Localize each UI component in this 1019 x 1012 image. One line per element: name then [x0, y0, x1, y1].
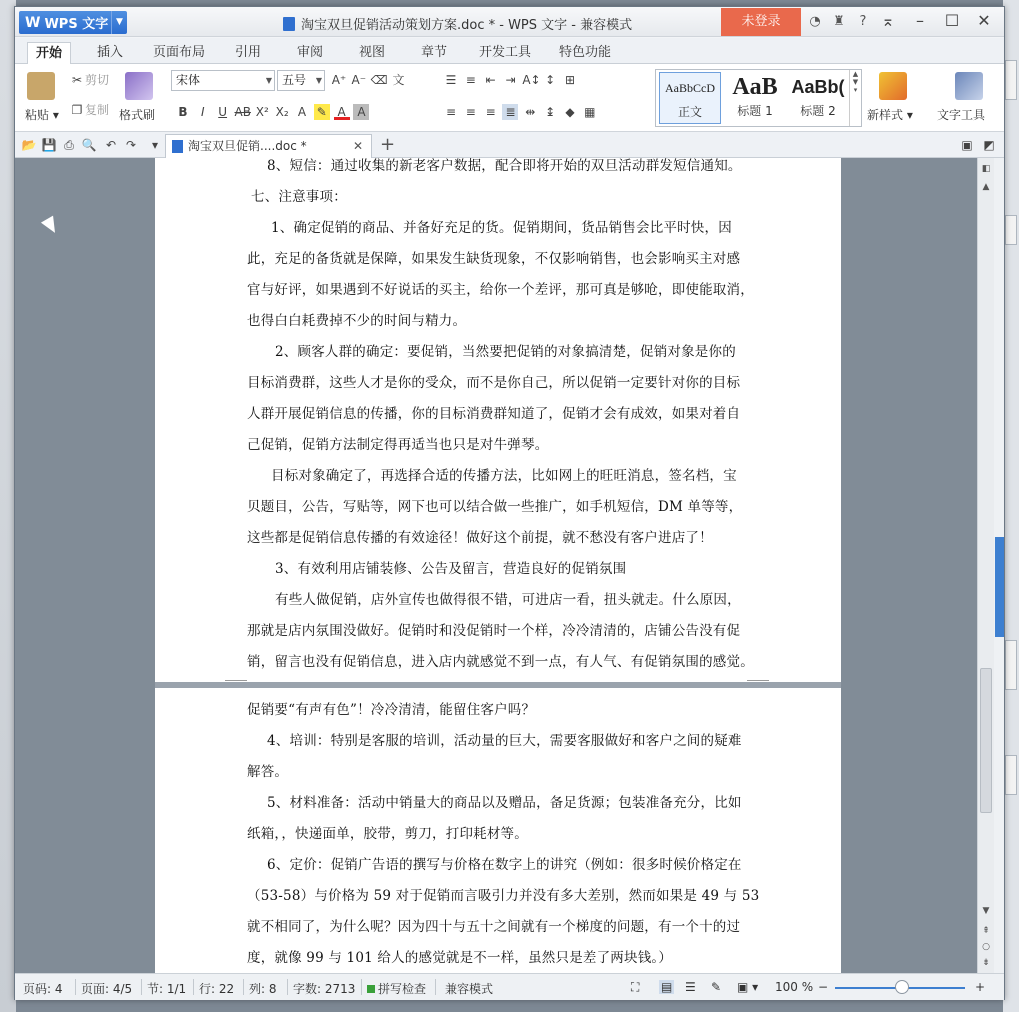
next-page-icon[interactable]: ⇟: [982, 958, 990, 968]
wps-logo-label: WPS 文字: [44, 17, 109, 32]
spell-check-label: 拼写检查: [378, 982, 427, 996]
help-icon[interactable]: ?: [859, 14, 867, 29]
doc-line: 官与好评，如果遇到不好说话的买主，给你一个差评，那可真是够呛，即使能取消，: [247, 282, 754, 298]
doc-line: 目标消费群，这些人才是你的受众，而不是你自己，所以促销一定要针对你的目标: [247, 375, 741, 391]
save-icon[interactable]: 💾: [41, 138, 57, 152]
doc-line: 这些都是促销信息传播的有效途径！做好这个前提，就不愁没有客户进店了！: [247, 530, 713, 546]
window-title-label: 淘宝双旦促销活动策划方案.doc * - WPS 文字 - 兼容模式: [301, 18, 633, 33]
doc-line: 2、顾客人群的确定：要促销，当然要把促销的对象搞清楚，促销对象是你的: [275, 344, 736, 360]
status-compat-mode: 兼容模式: [445, 982, 494, 996]
font-color-icon[interactable]: A: [334, 104, 350, 120]
doc-line: 1、确定促销的商品、并备好充足的货。促销期间，货品销售会比平时快，因: [271, 220, 732, 236]
task-pane-toggle[interactable]: [995, 537, 1004, 637]
style-heading-1-sample: AaB: [732, 74, 778, 100]
cut-label: 剪切: [85, 73, 110, 87]
align-right-icon[interactable]: ≡: [485, 105, 496, 119]
shirt-icon[interactable]: ♜: [833, 14, 845, 29]
doc-line: 那就是店内氛围没做好。促销时和没促销时一个样，冷冷清清的，店铺公告没有促: [247, 623, 741, 639]
prev-page-icon[interactable]: ⇞: [982, 926, 990, 936]
style-normal-label: 正文: [677, 105, 702, 119]
doc-line: 销，留言也没有促销信息，进入店内就感觉不到一点，有人气、有促销氛围的感觉。: [247, 654, 754, 670]
text-effect-icon[interactable]: A: [297, 105, 307, 119]
document-icon: [283, 17, 295, 31]
collapse-ribbon-icon[interactable]: ⌅: [881, 11, 895, 30]
title-bar: [15, 7, 1004, 37]
status-word-count[interactable]: 字数: 2713: [293, 982, 356, 996]
print-icon[interactable]: ⎙: [64, 138, 74, 152]
tab-menu-icon[interactable]: ◩: [983, 138, 995, 152]
document-tab[interactable]: [165, 134, 372, 158]
login-button[interactable]: 未登录: [721, 8, 801, 36]
strikethrough-icon[interactable]: AB: [234, 105, 251, 119]
doc-tab-icon: [172, 140, 183, 153]
shrink-font-icon[interactable]: A⁻: [351, 73, 367, 87]
doc-line: 4、培训：特别是客服的培训，活动量的巨大，需要客服做好和客户之间的疑难: [267, 733, 742, 749]
tab-insert[interactable]: 插入: [96, 45, 123, 60]
window-title: [283, 14, 632, 33]
page-4[interactable]: [155, 158, 841, 682]
justify-icon[interactable]: ≣: [502, 104, 518, 120]
doc-line: 促销要“有声有色”！冷冷清清，能留住客户吗？: [247, 702, 536, 718]
doc-line: 人群开展促销信息的传播，你的目标消费群知道了，促销才会有成效，如果对着自: [247, 406, 741, 422]
customize-quick-icon[interactable]: ▾: [151, 138, 159, 152]
doc-line: 有些人做促销，店外宣传也做得很不错，可进店一看，扭头就走。什么原因，: [275, 592, 741, 608]
styles-scroll[interactable]: ▲ ▼ ▾: [849, 70, 861, 126]
style-heading-2[interactable]: [788, 72, 848, 124]
maximize-button[interactable]: ☐: [944, 11, 960, 30]
page-view-icon[interactable]: ▤: [661, 980, 673, 994]
tab-review[interactable]: 审阅: [296, 45, 323, 60]
text-tools-icon[interactable]: [955, 72, 983, 100]
tab-developer[interactable]: 开发工具: [478, 45, 531, 60]
ruler-toggle-icon[interactable]: ◧: [981, 164, 991, 174]
font-size-tools: [331, 72, 406, 88]
align-left-icon[interactable]: ≡: [445, 105, 457, 119]
line-spacing-icon[interactable]: ↨: [545, 105, 556, 119]
close-button[interactable]: ✕: [977, 11, 991, 30]
style-normal-sample: AaBbCcD: [665, 81, 715, 95]
align-center-icon[interactable]: ≡: [465, 105, 476, 119]
doc-line: 5、材料准备：活动中销量大的商品以及赠品，备足货源；包装准备充分，比如: [267, 795, 742, 811]
increase-indent-icon[interactable]: ⇥: [505, 73, 516, 87]
border-icon[interactable]: ▦: [584, 105, 596, 119]
zoom-slider-knob[interactable]: [895, 980, 909, 994]
spell-check-status-icon: [367, 985, 375, 993]
tab-references[interactable]: 引用: [234, 45, 261, 60]
italic-icon[interactable]: I: [201, 105, 205, 119]
underline-icon[interactable]: U: [218, 105, 228, 119]
status-col: 列: 8: [249, 982, 277, 996]
bold-icon[interactable]: B: [178, 105, 188, 119]
align-tools: [443, 104, 598, 120]
status-section: 节: 1/1: [147, 982, 187, 996]
superscript-icon[interactable]: X²: [255, 105, 269, 119]
tab-list-icon[interactable]: ▣: [961, 138, 973, 152]
cut-button[interactable]: [69, 71, 109, 88]
open-folder-icon[interactable]: 📂: [21, 138, 37, 152]
title-tools: [805, 12, 873, 32]
zoom-level[interactable]: 100 %: [775, 980, 814, 994]
status-bar: [15, 973, 1004, 1000]
zoom-out-icon[interactable]: −: [818, 980, 829, 994]
paste-icon[interactable]: [27, 72, 55, 100]
table-icon[interactable]: ⊞: [564, 73, 575, 87]
style-heading-1[interactable]: [724, 72, 786, 124]
copy-label: 复制: [85, 103, 110, 117]
reading-view-icon[interactable]: ▣ ▾: [737, 980, 759, 994]
new-style-icon[interactable]: [879, 72, 907, 100]
new-style-button[interactable]: 新样式 ▾: [867, 108, 913, 122]
scroll-down-icon[interactable]: ▼: [982, 906, 990, 916]
scroll-up-icon[interactable]: ▲: [982, 182, 990, 192]
minimize-button[interactable]: –: [916, 11, 924, 30]
ribbon-home: [15, 64, 1004, 132]
doc-line: 己促销，促销方法制定得再适当也只是对牛弹琴。: [247, 437, 549, 453]
scissors-icon: ✂: [71, 73, 83, 87]
sort-icon[interactable]: ↕: [545, 73, 556, 87]
doc-heading: 七、注意事项：: [251, 189, 347, 205]
decrease-indent-icon[interactable]: ⇤: [485, 73, 496, 87]
style-heading-1-label: 标题 1: [737, 104, 773, 118]
doc-line: （53-58）与价格为 59 对于促销而言吸引力并没有多大差别，然而如果是 49 与 53: [247, 888, 760, 904]
font-name-select[interactable]: 宋体 ▼: [171, 70, 275, 91]
tab-page-layout[interactable]: 页面布局: [152, 45, 205, 60]
styles-gallery: [655, 69, 862, 127]
pinyin-icon[interactable]: 文: [392, 73, 405, 87]
wps-window: [14, 6, 1005, 1000]
font-size-value: 五号: [282, 73, 307, 87]
char-shading-icon[interactable]: A: [353, 104, 369, 120]
scroll-thumb[interactable]: [980, 668, 992, 813]
doc-line: 贝题目，公告，写贴等，网下也可以结合做一些推广，如手机短信，DM 单等等，: [247, 499, 743, 515]
vertical-scrollbar[interactable]: [977, 158, 994, 973]
spell-check-toggle[interactable]: [367, 980, 426, 997]
outline-view-icon[interactable]: ☰: [685, 980, 696, 994]
highlight-icon[interactable]: ✎: [314, 104, 330, 120]
chevron-down-icon[interactable]: ▼: [111, 11, 127, 34]
text-tools-button[interactable]: 文字工具: [937, 108, 986, 122]
font-size-select[interactable]: 五号 ▼: [277, 70, 325, 91]
font-name-value: 宋体: [176, 73, 201, 87]
doc-line: 3、有效利用店铺装修、公告及留言，营造良好的促销氛围: [275, 561, 627, 577]
tab-chapter[interactable]: 章节: [420, 45, 447, 60]
subscript-icon[interactable]: X₂: [275, 105, 289, 119]
numbered-list-icon[interactable]: ≡: [465, 73, 476, 87]
web-view-icon[interactable]: ✎: [711, 980, 722, 994]
new-tab-icon[interactable]: +: [380, 134, 396, 155]
format-painter-button[interactable]: 格式刷: [119, 108, 156, 122]
style-heading-2-sample: AaBb(: [791, 77, 845, 97]
doc-line: 6、定价：促销广告语的撰写与价格在数字上的讲究（例如：很多时候价格定在: [267, 857, 742, 873]
clear-format-icon[interactable]: ⌫: [370, 73, 388, 87]
browse-object-icon[interactable]: ○: [982, 942, 990, 952]
skin-icon[interactable]: ◔: [809, 14, 821, 29]
copy-button[interactable]: [69, 101, 109, 118]
print-preview-icon[interactable]: 🔍: [81, 138, 97, 152]
font-style-tools: [175, 104, 369, 120]
page-5[interactable]: [155, 688, 841, 973]
status-page-code: 页码: 4: [23, 982, 63, 996]
fullscreen-icon[interactable]: ⛶: [631, 980, 640, 994]
distributed-icon[interactable]: ⇹: [525, 105, 536, 119]
style-normal[interactable]: [659, 72, 721, 124]
window-controls: [872, 10, 1000, 34]
wps-menu-button[interactable]: [19, 11, 127, 34]
document-area[interactable]: [15, 158, 977, 973]
grow-font-icon[interactable]: A⁺: [331, 73, 347, 87]
doc-line: 目标对象确定了，再选择合适的传播方法，比如网上的旺旺消息，签名档，宝: [271, 468, 737, 484]
document-tab-label: 淘宝双旦促销....doc *: [188, 139, 307, 153]
status-row: 行: 22: [199, 982, 235, 996]
doc-line: 此，充足的备货就是保障，如果发生缺货现象，不仅影响销售，也会影响买主对感: [247, 251, 741, 267]
shading-icon[interactable]: ◆: [565, 105, 575, 119]
doc-line: 8、短信：通过收集的新老客户数据，配合即将开始的双旦活动群发短信通知。: [267, 158, 742, 174]
doc-line: 度，就像 99 与 101 给人的感觉就是不一样，虽然只是差了两块钱。）: [247, 950, 673, 966]
doc-line: 也得白白耗费掉不少的时间与精力。: [247, 313, 467, 329]
ribbon-tabs: [15, 38, 1004, 64]
doc-line: 解答。: [247, 764, 289, 780]
new-style-label: 新样式: [867, 108, 904, 122]
copy-icon: ❐: [71, 103, 83, 117]
list-tools: [443, 72, 578, 88]
redo-icon[interactable]: ↷: [125, 138, 137, 152]
tab-home[interactable]: 开始: [27, 42, 71, 64]
tab-view[interactable]: 视图: [358, 45, 385, 60]
close-tab-icon[interactable]: ✕: [352, 139, 363, 153]
wps-logo-icon: W: [25, 14, 41, 31]
undo-icon[interactable]: ↶: [105, 138, 117, 152]
paste-label: 粘贴: [25, 108, 50, 122]
bullet-list-icon[interactable]: ☰: [445, 73, 457, 87]
doc-line: 就不相同了，为什么呢？因为四十与五十之间就有一个梯度的问题，有一个十的过: [247, 919, 741, 935]
style-heading-2-label: 标题 2: [800, 104, 836, 118]
tab-special[interactable]: 特色功能: [558, 45, 611, 60]
zoom-in-icon[interactable]: +: [975, 980, 986, 994]
doc-line: 纸箱，，快递面单，胶带，剪刀，打印耗材等。: [247, 826, 528, 842]
paste-button[interactable]: 粘贴 ▾: [25, 108, 59, 122]
status-page-count: 页面: 4/5: [81, 982, 133, 996]
desktop-right-edge: [1003, 0, 1019, 1012]
brush-icon[interactable]: [125, 72, 153, 100]
text-direction-icon[interactable]: A↕: [522, 73, 541, 87]
quick-access-bar: [15, 132, 1004, 158]
